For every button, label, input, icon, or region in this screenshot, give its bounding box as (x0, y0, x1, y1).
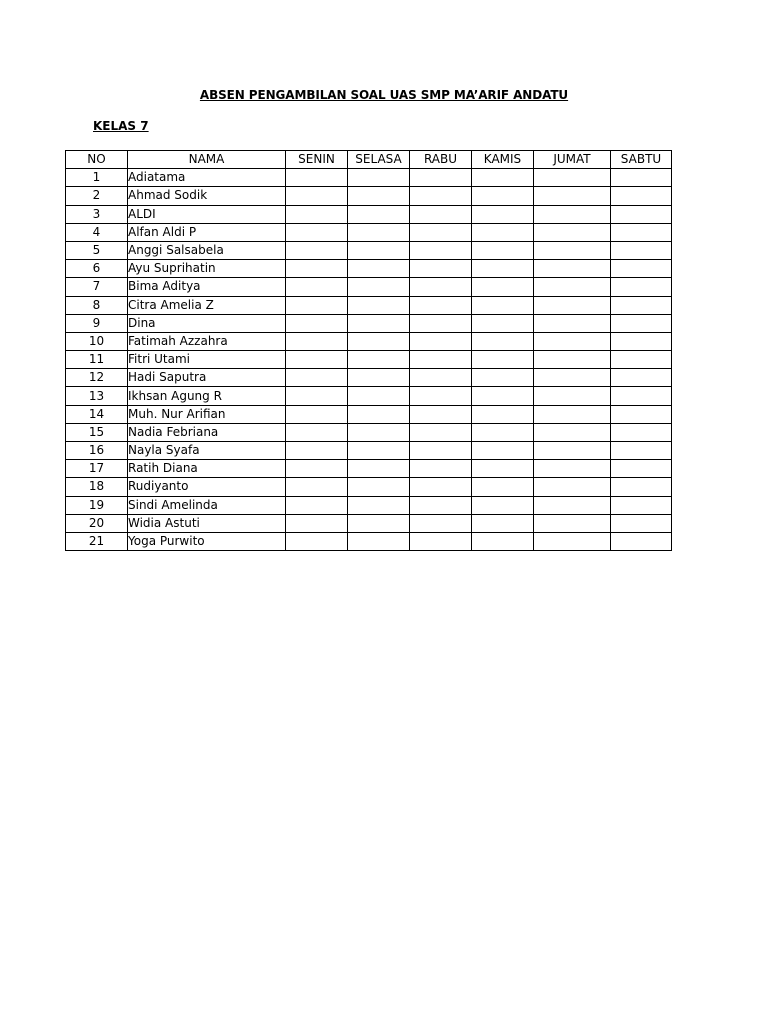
row-number: 18 (66, 478, 128, 496)
attendance-cell (611, 369, 672, 387)
attendance-cell (286, 460, 348, 478)
attendance-cell (410, 169, 472, 187)
row-number: 9 (66, 314, 128, 332)
table-row (66, 423, 672, 441)
table-row (66, 460, 672, 478)
table-row (66, 532, 672, 550)
attendance-cell (410, 332, 472, 350)
attendance-cell (534, 369, 611, 387)
table-row (66, 514, 672, 532)
attendance-cell (410, 314, 472, 332)
attendance-cell (410, 260, 472, 278)
attendance-cell (286, 169, 348, 187)
attendance-cell (472, 260, 534, 278)
table-row (66, 205, 672, 223)
student-name: ALDI (128, 205, 286, 223)
attendance-cell (286, 405, 348, 423)
attendance-cell (286, 351, 348, 369)
table-row (66, 241, 672, 259)
document-title: ABSEN PENGAMBILAN SOAL UAS SMP MA’ARIF ANDATU (199, 88, 569, 102)
attendance-cell (472, 496, 534, 514)
attendance-cell (611, 241, 672, 259)
attendance-cell (286, 187, 348, 205)
attendance-cell (286, 296, 348, 314)
row-number: 12 (66, 369, 128, 387)
header-kamis: KAMIS (472, 151, 534, 169)
attendance-cell (348, 241, 410, 259)
attendance-cell (534, 460, 611, 478)
attendance-cell (472, 187, 534, 205)
attendance-cell (534, 205, 611, 223)
attendance-cell (611, 314, 672, 332)
row-number: 7 (66, 278, 128, 296)
attendance-cell (348, 514, 410, 532)
row-number: 8 (66, 296, 128, 314)
student-name: Fatimah Azzahra (128, 332, 286, 350)
table-row (66, 296, 672, 314)
attendance-cell (348, 351, 410, 369)
attendance-cell (410, 351, 472, 369)
attendance-cell (534, 532, 611, 550)
attendance-cell (611, 532, 672, 550)
header-jumat: JUMAT (534, 151, 611, 169)
attendance-cell (472, 369, 534, 387)
student-name: Adiatama (128, 169, 286, 187)
attendance-cell (472, 442, 534, 460)
table-header-row (66, 151, 672, 169)
student-name: Muh. Nur Arifian (128, 405, 286, 423)
attendance-cell (611, 496, 672, 514)
attendance-cell (534, 332, 611, 350)
student-name: Nayla Syafa (128, 442, 286, 460)
attendance-cell (472, 332, 534, 350)
table-row (66, 223, 672, 241)
attendance-cell (472, 460, 534, 478)
attendance-cell (472, 478, 534, 496)
attendance-cell (611, 260, 672, 278)
attendance-cell (410, 296, 472, 314)
attendance-cell (286, 514, 348, 532)
header-sabtu: SABTU (611, 151, 672, 169)
row-number: 3 (66, 205, 128, 223)
attendance-cell (611, 405, 672, 423)
student-name: Anggi Salsabela (128, 241, 286, 259)
attendance-cell (348, 260, 410, 278)
attendance-cell (534, 278, 611, 296)
table-row (66, 405, 672, 423)
attendance-cell (534, 169, 611, 187)
attendance-cell (611, 423, 672, 441)
row-number: 5 (66, 241, 128, 259)
class-label: KELAS 7 (93, 119, 149, 133)
attendance-cell (534, 423, 611, 441)
attendance-cell (410, 387, 472, 405)
attendance-cell (472, 296, 534, 314)
attendance-cell (472, 514, 534, 532)
attendance-cell (611, 351, 672, 369)
attendance-cell (611, 223, 672, 241)
attendance-cell (611, 205, 672, 223)
attendance-cell (472, 314, 534, 332)
table-row (66, 442, 672, 460)
student-name: Bima Aditya (128, 278, 286, 296)
student-name: Rudiyanto (128, 478, 286, 496)
row-number: 10 (66, 332, 128, 350)
attendance-cell (410, 478, 472, 496)
attendance-cell (410, 187, 472, 205)
student-name: Fitri Utami (128, 351, 286, 369)
attendance-cell (410, 241, 472, 259)
attendance-cell (286, 478, 348, 496)
student-name: Alfan Aldi P (128, 223, 286, 241)
attendance-table (65, 150, 672, 551)
table-row (66, 369, 672, 387)
student-name: Ayu Suprihatin (128, 260, 286, 278)
table-body (66, 169, 672, 551)
attendance-cell (410, 460, 472, 478)
student-name: Widia Astuti (128, 514, 286, 532)
attendance-cell (534, 223, 611, 241)
attendance-cell (348, 478, 410, 496)
attendance-cell (348, 460, 410, 478)
attendance-cell (472, 423, 534, 441)
attendance-cell (286, 369, 348, 387)
table-row (66, 478, 672, 496)
header-senin: SENIN (286, 151, 348, 169)
attendance-cell (348, 314, 410, 332)
attendance-cell (410, 532, 472, 550)
attendance-cell (534, 187, 611, 205)
attendance-cell (611, 296, 672, 314)
attendance-cell (611, 460, 672, 478)
attendance-cell (348, 332, 410, 350)
attendance-cell (534, 405, 611, 423)
row-number: 1 (66, 169, 128, 187)
attendance-cell (286, 442, 348, 460)
row-number: 6 (66, 260, 128, 278)
attendance-cell (348, 223, 410, 241)
student-name: Yoga Purwito (128, 532, 286, 550)
table-row (66, 314, 672, 332)
attendance-cell (611, 278, 672, 296)
student-name: Citra Amelia Z (128, 296, 286, 314)
attendance-cell (534, 314, 611, 332)
attendance-cell (472, 405, 534, 423)
student-name: Dina (128, 314, 286, 332)
student-name: Ikhsan Agung R (128, 387, 286, 405)
attendance-cell (348, 496, 410, 514)
row-number: 15 (66, 423, 128, 441)
attendance-cell (611, 187, 672, 205)
attendance-cell (611, 514, 672, 532)
attendance-cell (472, 169, 534, 187)
attendance-cell (534, 496, 611, 514)
attendance-cell (348, 187, 410, 205)
attendance-cell (286, 496, 348, 514)
attendance-cell (348, 405, 410, 423)
row-number: 13 (66, 387, 128, 405)
attendance-cell (611, 442, 672, 460)
row-number: 11 (66, 351, 128, 369)
attendance-cell (472, 532, 534, 550)
attendance-cell (410, 496, 472, 514)
table-row (66, 187, 672, 205)
table-row (66, 260, 672, 278)
attendance-cell (348, 387, 410, 405)
attendance-cell (534, 478, 611, 496)
attendance-cell (472, 387, 534, 405)
attendance-cell (348, 278, 410, 296)
row-number: 19 (66, 496, 128, 514)
attendance-cell (472, 278, 534, 296)
attendance-cell (348, 169, 410, 187)
attendance-cell (410, 514, 472, 532)
attendance-cell (410, 369, 472, 387)
header-rabu: RABU (410, 151, 472, 169)
attendance-cell (286, 260, 348, 278)
table-row (66, 169, 672, 187)
attendance-cell (534, 241, 611, 259)
attendance-cell (348, 205, 410, 223)
attendance-cell (286, 332, 348, 350)
attendance-cell (472, 351, 534, 369)
attendance-cell (472, 241, 534, 259)
attendance-cell (348, 532, 410, 550)
attendance-cell (348, 369, 410, 387)
row-number: 17 (66, 460, 128, 478)
attendance-cell (286, 205, 348, 223)
attendance-cell (348, 423, 410, 441)
student-name: Hadi Saputra (128, 369, 286, 387)
attendance-cell (410, 423, 472, 441)
student-name: Nadia Febriana (128, 423, 286, 441)
row-number: 14 (66, 405, 128, 423)
attendance-cell (410, 278, 472, 296)
attendance-cell (534, 351, 611, 369)
attendance-cell (534, 387, 611, 405)
table-row (66, 351, 672, 369)
attendance-cell (286, 241, 348, 259)
attendance-cell (286, 387, 348, 405)
attendance-cell (611, 169, 672, 187)
header-selasa: SELASA (348, 151, 410, 169)
table-row (66, 496, 672, 514)
attendance-cell (286, 223, 348, 241)
table-row (66, 332, 672, 350)
attendance-cell (534, 514, 611, 532)
row-number: 21 (66, 532, 128, 550)
attendance-cell (534, 296, 611, 314)
attendance-cell (611, 387, 672, 405)
attendance-cell (286, 423, 348, 441)
attendance-cell (348, 442, 410, 460)
attendance-cell (611, 478, 672, 496)
attendance-cell (611, 332, 672, 350)
attendance-cell (472, 223, 534, 241)
attendance-cell (410, 442, 472, 460)
row-number: 2 (66, 187, 128, 205)
table-row (66, 387, 672, 405)
attendance-cell (410, 205, 472, 223)
table-row (66, 278, 672, 296)
attendance-cell (348, 296, 410, 314)
header-name: NAMA (128, 151, 286, 169)
attendance-cell (286, 532, 348, 550)
attendance-cell (534, 442, 611, 460)
row-number: 4 (66, 223, 128, 241)
row-number: 20 (66, 514, 128, 532)
attendance-cell (534, 260, 611, 278)
header-no: NO (66, 151, 128, 169)
attendance-cell (472, 205, 534, 223)
attendance-cell (286, 278, 348, 296)
attendance-cell (286, 314, 348, 332)
row-number: 16 (66, 442, 128, 460)
student-name: Ratih Diana (128, 460, 286, 478)
attendance-cell (410, 223, 472, 241)
student-name: Sindi Amelinda (128, 496, 286, 514)
attendance-cell (410, 405, 472, 423)
student-name: Ahmad Sodik (128, 187, 286, 205)
